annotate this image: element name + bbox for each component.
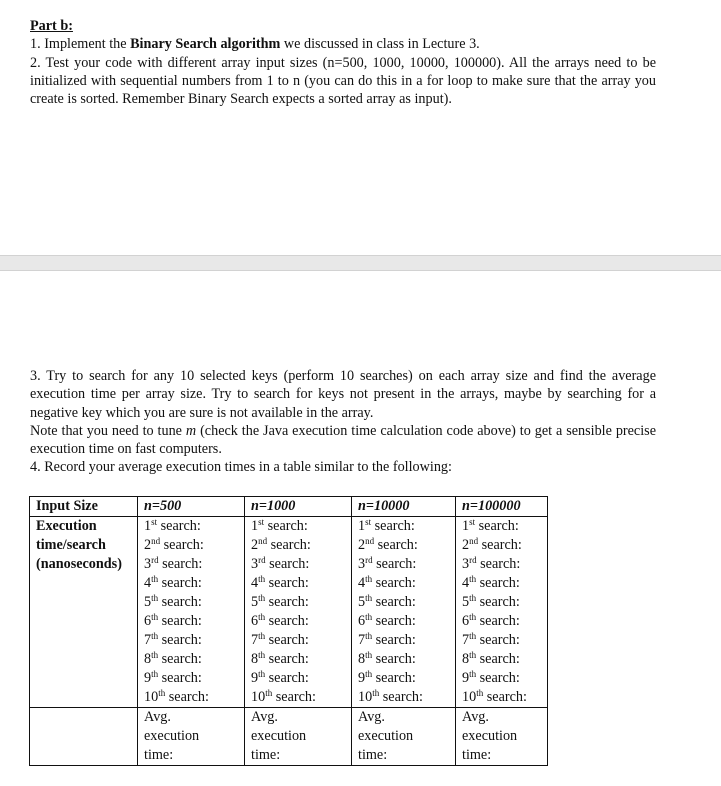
search-label: search: [483, 689, 527, 705]
search-label: search: [372, 594, 416, 610]
search-entry [358, 631, 449, 650]
search-ordinal-suffix: rd [365, 555, 373, 565]
search-label: search: [371, 518, 415, 534]
search-ordinal-suffix: st [469, 517, 476, 527]
search-entry [358, 555, 449, 574]
search-number: 3 [358, 556, 366, 572]
search-entry [358, 669, 449, 688]
search-entry [144, 612, 238, 631]
search-entry [462, 536, 541, 555]
search-number: 5 [358, 594, 366, 610]
item-1-bold: Binary Search algorithm [130, 36, 281, 53]
avg-label-line: Avg. [358, 709, 385, 725]
search-ordinal-suffix: th [151, 650, 159, 660]
search-label: search: [372, 651, 416, 667]
search-ordinal-suffix: th [265, 688, 273, 698]
search-number: 9 [144, 670, 152, 686]
search-ordinal-suffix: th [365, 631, 373, 641]
search-entry [144, 536, 238, 555]
search-number: 10 [144, 689, 159, 705]
search-ordinal-suffix: th [469, 650, 477, 660]
avg-cell [352, 708, 456, 766]
search-label: search: [372, 556, 417, 572]
search-ordinal-suffix: th [151, 669, 159, 679]
search-number: 6 [462, 613, 470, 629]
search-label: search: [372, 613, 416, 629]
search-number: 6 [358, 613, 366, 629]
avg-label-line: time: [144, 747, 174, 763]
search-label: search: [158, 670, 202, 686]
search-entry [358, 517, 449, 536]
column-header: n=10000 [352, 497, 456, 517]
search-number: 7 [144, 632, 152, 648]
item-1: 1. Implement the Binary Search algorithm we discussed in class in Lecture 3. [30, 36, 480, 53]
search-label: search: [265, 613, 309, 629]
search-label: search: [476, 670, 520, 686]
search-number: 7 [251, 632, 259, 648]
search-ordinal-suffix: th [151, 593, 159, 603]
search-entry [358, 593, 449, 612]
search-entry [462, 555, 541, 574]
search-ordinal-suffix: th [365, 574, 373, 584]
column-header: n=100000 [456, 497, 548, 517]
search-entry [251, 555, 345, 574]
search-number: 1 [144, 518, 152, 534]
search-ordinal-suffix: nd [151, 536, 161, 546]
search-label: search: [158, 594, 202, 610]
search-ordinal-suffix: th [158, 688, 166, 698]
column-header: n=500 [138, 497, 245, 517]
search-entry [462, 669, 541, 688]
search-label: search: [264, 518, 308, 534]
search-label: search: [476, 632, 520, 648]
search-number: 9 [251, 670, 259, 686]
search-number: 10 [251, 689, 266, 705]
table-search-row [30, 517, 548, 708]
search-ordinal-suffix: th [258, 631, 266, 641]
search-ordinal-suffix: th [365, 650, 373, 660]
search-ordinal-suffix: th [469, 669, 477, 679]
avg-label-line: Avg. [251, 709, 278, 725]
search-entry [251, 517, 345, 536]
search-label: search: [265, 651, 309, 667]
avg-label-line: execution [462, 728, 518, 744]
search-ordinal-suffix: th [476, 688, 484, 698]
search-label: search: [267, 537, 311, 553]
search-label: search: [478, 537, 522, 553]
search-label: search: [374, 537, 418, 553]
search-ordinal-suffix: th [258, 612, 266, 622]
search-entry [251, 650, 345, 669]
note: Note that you need to tune m (check the Java execution time calculation code above) to get a sensible precise execution time on fast computers. [30, 422, 656, 458]
search-label: search: [165, 689, 209, 705]
search-entry [462, 631, 541, 650]
search-label: search: [379, 689, 423, 705]
search-label: search: [265, 556, 310, 572]
search-label: search: [372, 670, 416, 686]
search-entry [462, 688, 541, 707]
search-number: 9 [462, 670, 470, 686]
search-entry [462, 593, 541, 612]
search-entry [251, 574, 345, 593]
avg-label-line: Avg. [462, 709, 489, 725]
column-header: n=1000 [245, 497, 352, 517]
search-number: 5 [462, 594, 470, 610]
search-ordinal-suffix: nd [365, 536, 375, 546]
search-label: search: [475, 518, 519, 534]
search-ordinal-suffix: th [151, 574, 159, 584]
part-title: Part b: [30, 18, 73, 34]
search-label: search: [272, 689, 316, 705]
search-label: search: [476, 651, 520, 667]
search-ordinal-suffix: th [469, 593, 477, 603]
search-entry [251, 688, 345, 707]
search-entry [462, 650, 541, 669]
search-cell [245, 517, 352, 708]
row-label-line: (nanoseconds) [36, 556, 122, 572]
avg-label-line: execution [144, 728, 200, 744]
search-number: 7 [462, 632, 470, 648]
search-ordinal-suffix: st [258, 517, 265, 527]
search-number: 3 [144, 556, 152, 572]
search-label: search: [476, 575, 520, 591]
search-label: search: [158, 632, 202, 648]
search-label: search: [476, 613, 520, 629]
search-cell [456, 517, 548, 708]
search-number: 5 [251, 594, 259, 610]
search-number: 9 [358, 670, 366, 686]
search-ordinal-suffix: th [469, 631, 477, 641]
search-number: 2 [358, 537, 366, 553]
avg-cell [456, 708, 548, 766]
search-label: search: [476, 594, 520, 610]
search-number: 4 [144, 575, 152, 591]
avg-label-line: execution [358, 728, 414, 744]
search-label: search: [158, 613, 202, 629]
search-ordinal-suffix: th [258, 650, 266, 660]
search-number: 4 [358, 575, 366, 591]
search-number: 3 [462, 556, 470, 572]
avg-label-line: time: [358, 747, 388, 763]
avg-label-line: Avg. [144, 709, 171, 725]
search-entry [462, 517, 541, 536]
search-entry [358, 612, 449, 631]
search-number: 10 [462, 689, 477, 705]
search-number: 1 [251, 518, 259, 534]
search-ordinal-suffix: nd [469, 536, 479, 546]
search-entry [144, 574, 238, 593]
search-cell [352, 517, 456, 708]
search-entry [144, 593, 238, 612]
search-label: search: [265, 575, 309, 591]
table-avg-row [30, 708, 548, 766]
search-entry [358, 688, 449, 707]
section-instructions [30, 367, 656, 477]
section-part-b [30, 17, 656, 108]
search-ordinal-suffix: th [258, 593, 266, 603]
avg-cell [138, 708, 245, 766]
search-number: 8 [358, 651, 366, 667]
search-entry [251, 536, 345, 555]
table-header-row [30, 497, 548, 517]
search-entry [144, 650, 238, 669]
search-ordinal-suffix: th [365, 669, 373, 679]
avg-label-line: time: [462, 747, 492, 763]
item-3: 3. Try to search for any 10 selected keys (perform 10 searches) on each array size and find the average execution time per array size. Try to search for keys not present in the arrays, maybe by searching for a negative key which you are sure is not available in the array. [30, 368, 656, 421]
search-ordinal-suffix: rd [258, 555, 266, 565]
search-entry [462, 612, 541, 631]
search-entry [358, 536, 449, 555]
search-label: search: [372, 575, 416, 591]
search-entry [144, 555, 238, 574]
search-number: 8 [251, 651, 259, 667]
search-ordinal-suffix: th [151, 631, 159, 641]
search-entry [358, 574, 449, 593]
search-number: 4 [251, 575, 259, 591]
search-label: search: [158, 651, 202, 667]
search-ordinal-suffix: st [365, 517, 372, 527]
search-label: search: [160, 537, 204, 553]
search-number: 10 [358, 689, 373, 705]
search-ordinal-suffix: th [372, 688, 380, 698]
search-number: 4 [462, 575, 470, 591]
item-4: 4. Record your average execution times in a table similar to the following: [30, 459, 452, 476]
search-entry [144, 688, 238, 707]
avg-cell [245, 708, 352, 766]
search-number: 3 [251, 556, 259, 572]
search-number: 8 [462, 651, 470, 667]
search-entry [251, 631, 345, 650]
search-entry [358, 650, 449, 669]
search-ordinal-suffix: th [258, 574, 266, 584]
input-size-header: Input Size [30, 497, 138, 517]
search-ordinal-suffix: th [365, 612, 373, 622]
search-ordinal-suffix: st [151, 517, 158, 527]
search-label: search: [265, 670, 309, 686]
item-2: 2. Test your code with different array input sizes (n=500, 1000, 10000, 100000). All the arrays need to be initialized with sequential numbers from 1 to n (you can do this in a for loop to make sure that the array you create is sorted. Remember Binary Search expects a sorted array as input). [30, 54, 656, 108]
search-label: search: [157, 518, 201, 534]
execution-time-table [29, 496, 548, 766]
search-label: search: [372, 632, 416, 648]
search-label: search: [476, 556, 521, 572]
search-ordinal-suffix: th [258, 669, 266, 679]
search-ordinal-suffix: th [365, 593, 373, 603]
search-label: search: [158, 556, 203, 572]
search-entry [251, 612, 345, 631]
note-variable: m [185, 422, 197, 439]
search-entry [144, 669, 238, 688]
search-number: 6 [144, 613, 152, 629]
search-number: 2 [144, 537, 152, 553]
search-cell [138, 517, 245, 708]
row-label-line: Execution [36, 518, 97, 534]
row-label [30, 517, 138, 708]
search-label: search: [265, 632, 309, 648]
search-number: 2 [251, 537, 259, 553]
search-label: search: [265, 594, 309, 610]
search-label: search: [158, 575, 202, 591]
search-entry [144, 631, 238, 650]
search-number: 7 [358, 632, 366, 648]
search-entry [251, 669, 345, 688]
search-number: 8 [144, 651, 152, 667]
row-label-line: time/search [36, 537, 106, 553]
search-number: 2 [462, 537, 470, 553]
search-ordinal-suffix: nd [258, 536, 268, 546]
search-number: 1 [358, 518, 366, 534]
avg-label-line: time: [251, 747, 281, 763]
search-entry [462, 574, 541, 593]
search-number: 5 [144, 594, 152, 610]
search-ordinal-suffix: th [469, 612, 477, 622]
search-entry [251, 593, 345, 612]
search-ordinal-suffix: th [469, 574, 477, 584]
search-ordinal-suffix: rd [469, 555, 477, 565]
search-ordinal-suffix: th [151, 612, 159, 622]
page-divider [0, 255, 721, 271]
search-number: 1 [462, 518, 470, 534]
empty-cell [30, 708, 138, 766]
search-number: 6 [251, 613, 259, 629]
search-entry [144, 517, 238, 536]
avg-label-line: execution [251, 728, 307, 744]
search-ordinal-suffix: rd [151, 555, 159, 565]
